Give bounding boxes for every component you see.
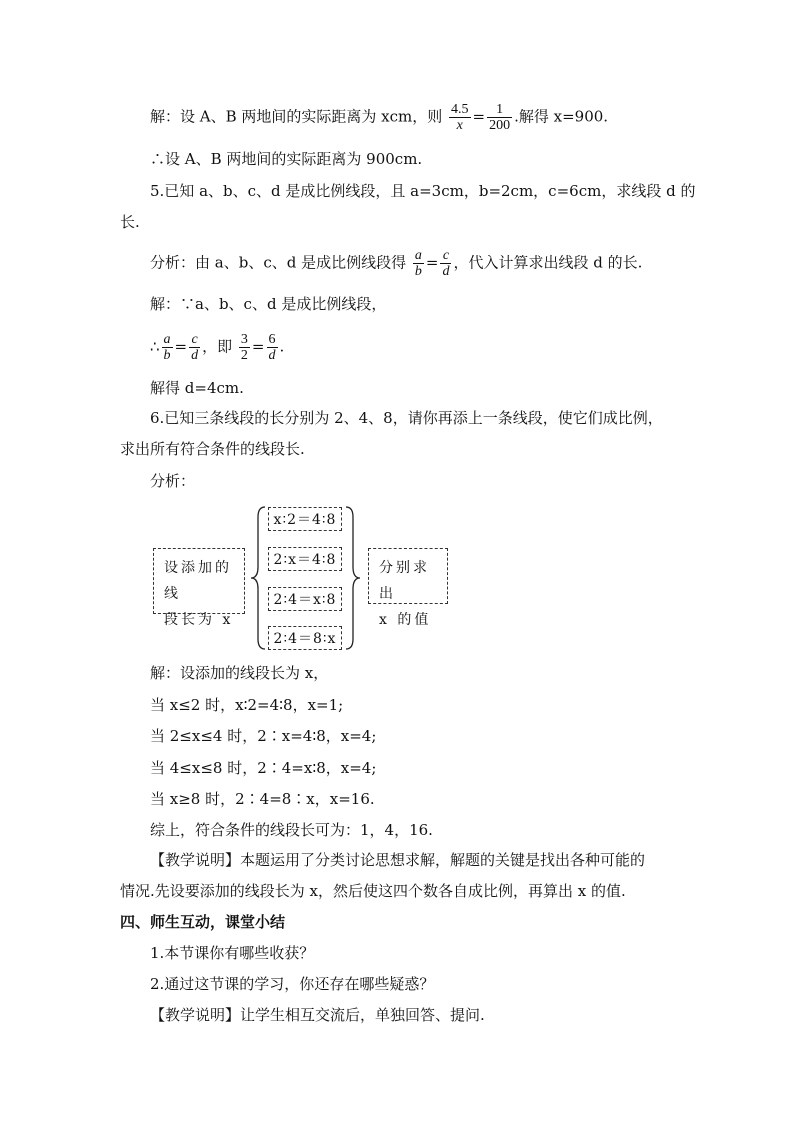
solution-6-summary: 综上，符合条件的线段长可为：1，4，16.	[150, 821, 433, 839]
solution-line-distance: 解：设 A、B 两地间的实际距离为 xcm，则 $\frac{4.5}{x}$ = $\frac{1}{200}$ .解得 x=900.	[150, 102, 609, 133]
conclusion-line-distance: ∴设 A、B 两地间的实际距离为 900cm.	[150, 150, 423, 168]
fraction-1-over-200: $\frac{1}{200}$	[489, 102, 511, 133]
fraction-3-over-2: $\frac{3}{2}$	[240, 332, 248, 363]
analysis-6-label: 分析：	[150, 472, 196, 490]
right-box: 分别求出 x 的值	[368, 548, 448, 604]
solution-6-case-4: 当 x≥8 时，2∶4=8∶x，x=16.	[150, 790, 375, 808]
problem-5-line-2: 长.	[120, 213, 140, 231]
problem-6-line-2: 求出所有符合条件的线段长.	[120, 440, 305, 458]
case-box-1: x∶2＝4∶8	[268, 507, 342, 531]
fraction-a-over-b: $\frac{a}{b}$	[414, 248, 422, 279]
problem-5-line-1: 5.已知 a、b、c、d 是成比例线段，且 a=3cm，b=2cm，c=6cm，求线段 d 的	[150, 182, 696, 200]
solution-5-line-2: ∴ $\frac{a}{b}$ = $\frac{c}{d}$ ，即 $\frac{3}{2}$ = $\frac{6}{d}$ .	[150, 332, 285, 363]
left-brace-icon	[248, 505, 268, 651]
problem-6-line-1: 6.已知三条线段的长分别为 2、4、8，请你再添上一条线段，使它们成比例，	[150, 409, 663, 427]
solution-5-line-1: 解：∵a、b、c、d 是成比例线段，	[150, 295, 387, 313]
teaching-note-1-line-1: 【教学说明】本题运用了分类讨论思想求解，解题的关键是找出各种可能的	[150, 851, 646, 869]
question-1: 1.本节课你有哪些收获？	[150, 944, 315, 962]
fraction-c-over-d-2: $\frac{c}{d}$	[191, 332, 199, 363]
analysis-5: 分析：由 a、b、c、d 是成比例线段得 $\frac{a}{b}$ = $\frac{c}{d}$ ，代入计算求出线段 d 的长.	[150, 248, 643, 279]
teaching-note-2: 【教学说明】让学生相互交流后，单独回答、提问.	[150, 1006, 485, 1024]
case-box-4: 2∶4＝8∶x	[268, 626, 342, 650]
case-box-2: 2∶x＝4∶8	[268, 547, 342, 571]
fraction-c-over-d: $\frac{c}{d}$	[442, 248, 450, 279]
fraction-4.5-over-x: $\frac{4.5}{x}$	[451, 102, 469, 133]
teaching-note-1-line-2: 情况.先设要添加的线段长为 x，然后使这四个数各自成比例，再算出 x 的值.	[120, 882, 626, 900]
fraction-6-over-d: $\frac{6}{d}$	[268, 332, 276, 363]
case-box-3: 2∶4＝x∶8	[268, 587, 342, 611]
solution-6-case-2: 当 2≤x≤4 时，2∶x=4∶8，x=4;	[150, 727, 377, 745]
solution-6-line-1: 解：设添加的线段长为 x，	[150, 664, 329, 682]
question-2: 2.通过这节课的学习，你还存在哪些疑惑？	[150, 975, 435, 993]
solution-5-result: 解得 d=4cm.	[150, 379, 244, 397]
solution-6-case-1: 当 x≤2 时，x∶2=4∶8，x=1;	[150, 696, 344, 714]
solution-6-case-3: 当 4≤x≤8 时，2∶4=x∶8，x=4;	[150, 759, 377, 777]
section-heading-4: 四、师生互动，课堂小结	[120, 913, 286, 931]
right-brace-icon	[343, 505, 363, 651]
fraction-a-over-b-2: $\frac{a}{b}$	[163, 332, 171, 363]
left-box: 设添加的线 段长为 x	[153, 548, 245, 614]
